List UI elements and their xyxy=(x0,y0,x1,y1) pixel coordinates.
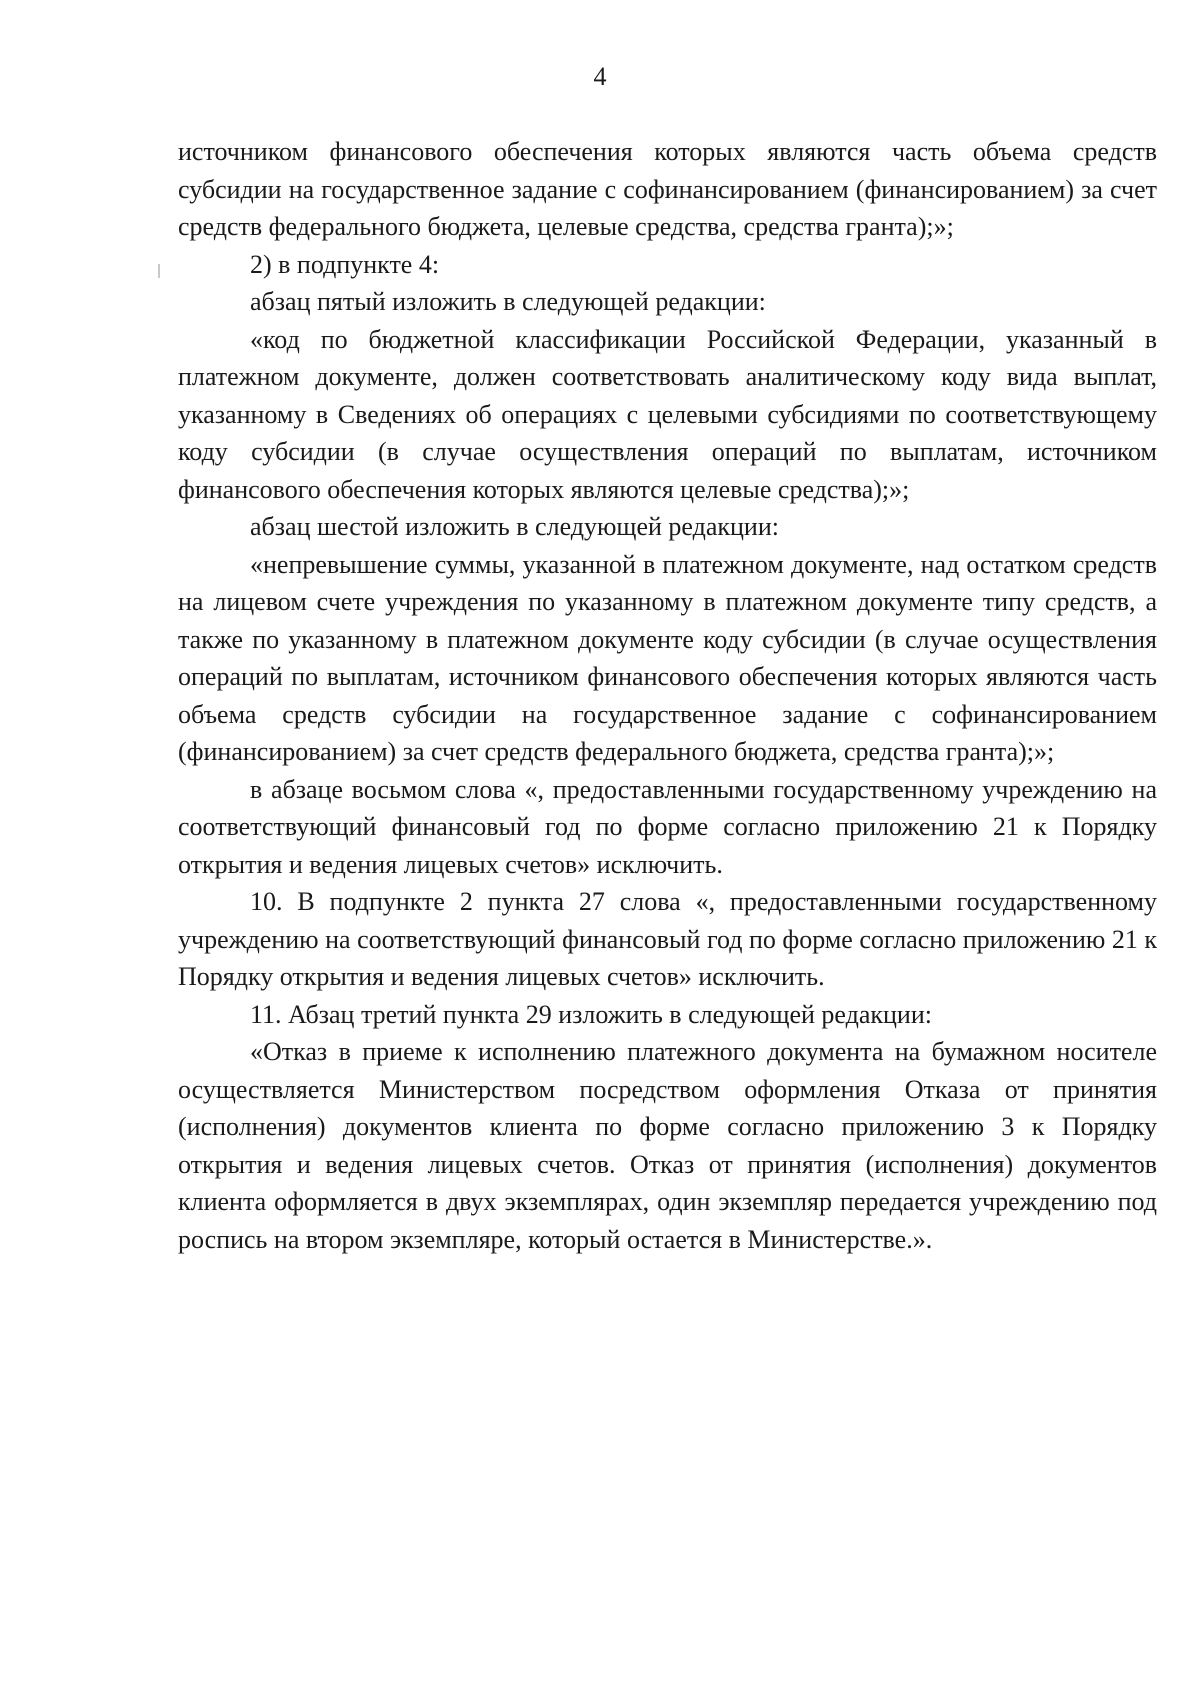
page-number: 4 xyxy=(593,62,607,91)
paragraph-fifth-abzac-intro: абзац пятый изложить в следующей редакции: xyxy=(250,287,766,316)
paragraph-fifth-abzac-text: «код по бюджетной классификации Российской Федерации, указанный в платежном документе, должен соответствовать аналитическому коду вида выплат, указанному в Сведениях об операциях с целевыми субсидиями по соответствующему коду субсидии (в случае осуществления операций по выплатам, источником финансового обеспечения которых являются целевые средства);»; xyxy=(178,324,1157,504)
paragraph-sixth-abzac-text: «непревышение суммы, указанной в платежном документе, над остатком средств на лицевом счете учреждения по указанному в платежном документе типу средств, а также по указанному в платежном документе коду субсидии (в случае осуществления операций по выплатам, источником финансового обеспечения которых являются часть объема средств субсидии на государственное задание с софинансированием (финансированием) за счет средств федерального бюджета, средства гранта);»; xyxy=(178,549,1157,766)
paragraph-item-11-text: «Отказ в приеме к исполнению платежного документа на бумажном носителе осуществляется Министерством посредством оформления Отказа от принятия (исполнения) документов клиента по форме согласно приложению 3 к Порядку открытия и ведения лицевых счетов. Отказ от принятия (исполнения) документов клиента оформляется в двух экземплярах, один экземпляр передается учреждению под роспись на втором экземпляре, который остается в Министерстве.». xyxy=(178,1037,1157,1254)
paragraph-item-10: 10. В подпункте 2 пункта 27 слова «, предоставленными государственному учреждению на соответствующий финансовый год по форме согласно приложению 21 к Порядку открытия и ведения лицевых счетов» исключить. xyxy=(178,887,1157,991)
paragraph-eighth-abzac: в абзаце восьмом слова «, предоставленными государственному учреждению на соответствующий финансовый год по форме согласно приложению 21 к Порядку открытия и ведения лицевых счетов» исключить. xyxy=(178,774,1157,879)
paragraph-subpoint-4: 2) в подпункте 4: xyxy=(250,249,440,279)
scan-artifact xyxy=(158,264,160,278)
paragraph-sixth-abzac-intro: абзац шестой изложить в следующей редакции: xyxy=(250,512,779,541)
paragraph-item-11: 11. Абзац третий пункта 29 изложить в следующей редакции: xyxy=(250,999,932,1029)
paragraph-continuation: источником финансового обеспечения которых являются часть объема средств субсидии на государственное задание с софинансированием (финансированием) за счет средств федерального бюджета, целевые средства, средства гранта);»; xyxy=(178,137,1157,241)
document-body xyxy=(178,133,1157,1258)
